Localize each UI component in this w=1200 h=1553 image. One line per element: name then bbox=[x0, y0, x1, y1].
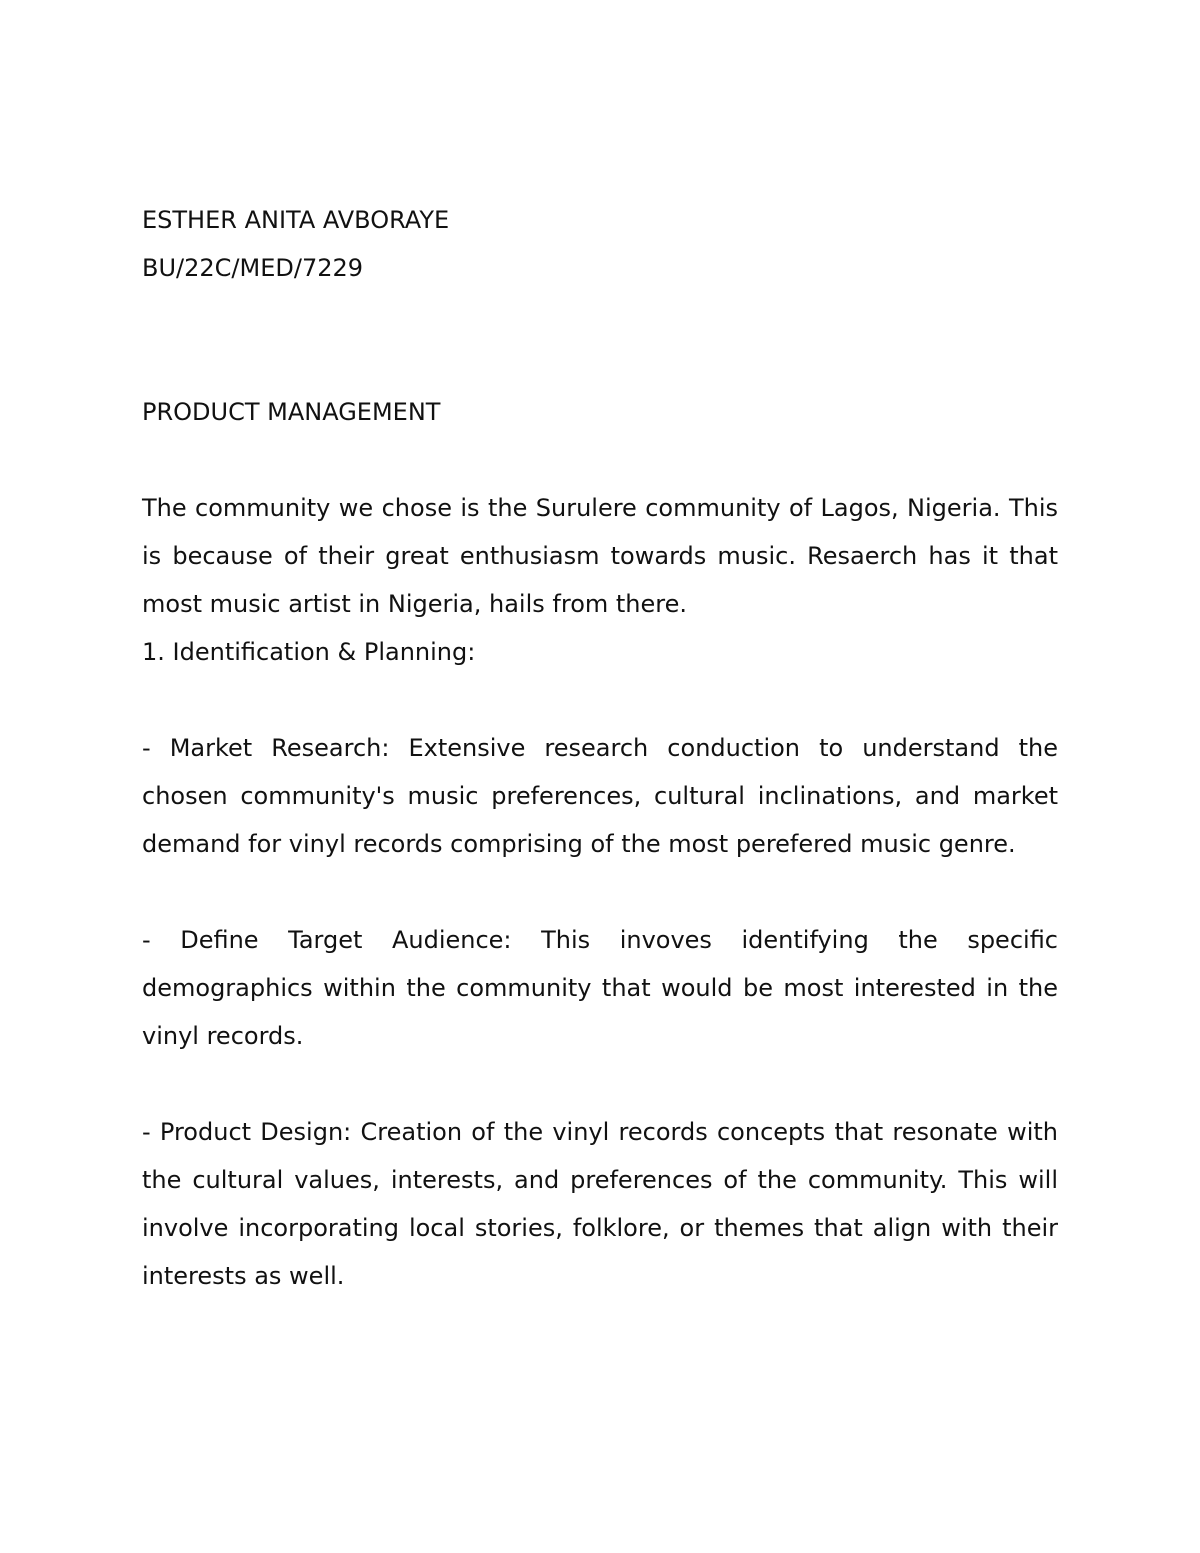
spacer bbox=[142, 1060, 1058, 1108]
section-heading: 1. Identification & Planning: bbox=[142, 638, 476, 666]
intro-paragraph: The community we chose is the Surulere community of Lagos, Nigeria. This is because of their great enthusiasm towards music. Resaerch has it that most music artist in Nigeria, hails from there. bbox=[142, 494, 1058, 618]
spacer bbox=[142, 436, 1058, 484]
list-item-target-audience: - Define Target Audience: This invoves identifying the specific demographics within the community that would be most interested in the vinyl records. bbox=[142, 926, 1058, 1050]
student-id: BU/22C/MED/7229 bbox=[142, 254, 364, 282]
list-item-product-design: - Product Design: Creation of the vinyl records concepts that resonate with the cultural values, interests, and preferences of the community. This will involve incorporating local stories, folklore, or themes that align with their interests as well. bbox=[142, 1118, 1058, 1290]
author-name: ESTHER ANITA AVBORAYE bbox=[142, 206, 450, 234]
document-title: PRODUCT MANAGEMENT bbox=[142, 398, 441, 426]
spacer bbox=[142, 676, 1058, 724]
document-page bbox=[142, 196, 1058, 1300]
spacer bbox=[142, 868, 1058, 916]
list-item-market-research: - Market Research: Extensive research conduction to understand the chosen community's music preferences, cultural inclinations, and market demand for vinyl records comprising of the most perefered music genre. bbox=[142, 734, 1058, 858]
